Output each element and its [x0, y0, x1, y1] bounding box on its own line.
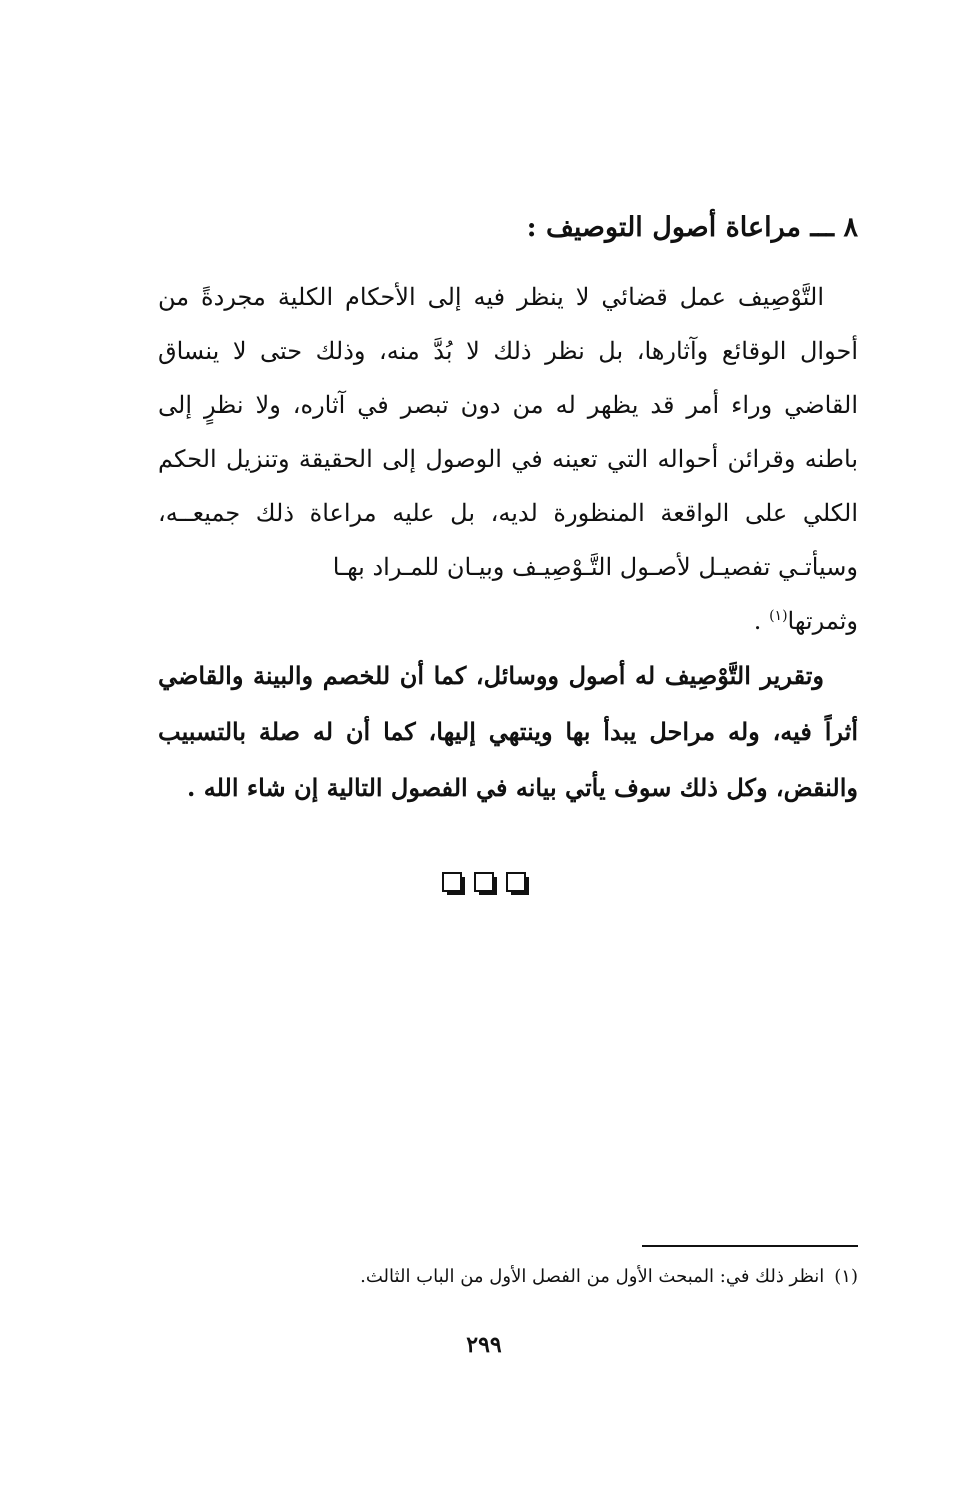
- footnote-reference[interactable]: (١): [769, 608, 788, 624]
- paragraph-1-end-punct: .: [753, 607, 762, 635]
- footnote-number: (١): [834, 1266, 858, 1287]
- paragraph-1: [158, 270, 858, 648]
- separator-square-icon: [474, 872, 494, 892]
- separator-square-icon: [442, 872, 462, 892]
- paragraph-1-last-word: وثمرتها: [787, 607, 858, 635]
- section-separator: [0, 872, 968, 892]
- footnote-divider: [642, 1245, 858, 1247]
- paragraph-2-text: وتقرير التَّوْصِيف له أصول ووسائل، كما أن للخصم والبينة والقاضي أثراً فيه، وله مراحل يبدأ بها وينتهي إليها، كما أن له صلة بالتسبيب والنقض، وكل ذلك سوف يأتي بيانه في الفصول التالية إن شاء الله .: [158, 661, 858, 802]
- paragraph-1-text: التَّوْصِيف عمل قضائي لا ينظر فيه إلى الأحكام الكلية مجردةً من أحوال الوقائع وآثارها، بل نظر ذلك لا بُدَّ منه، وذلك حتى لا ينساق القاضي وراء أمر قد يظهر له من دون تبصر في آثاره، ولا نظرٍ إلى باطنه وقرائن أحواله التي تعينه في الوصول إلى الحقيقة وتنزيل الحكم الكلي على الواقعة المنظورة لديه، بل عليه مراعاة ذلك جميعــه، وسيأتـي تفصيـل لأصـول التَّـوْصِيـف وبيـان للمـراد بهـا: [158, 283, 858, 581]
- footnote: [158, 1262, 858, 1292]
- separator-square-icon: [506, 872, 526, 892]
- page-number: ٢٩٩: [466, 1332, 502, 1358]
- paragraph-1-last-line: [158, 594, 858, 648]
- footnote-text: انظر ذلك في: المبحث الأول من الفصل الأول من الباب الثالث.: [360, 1266, 825, 1287]
- section-heading: ٨ ـــ مراعاة أصول التوصيف :: [526, 212, 858, 243]
- paragraph-2: [158, 648, 858, 816]
